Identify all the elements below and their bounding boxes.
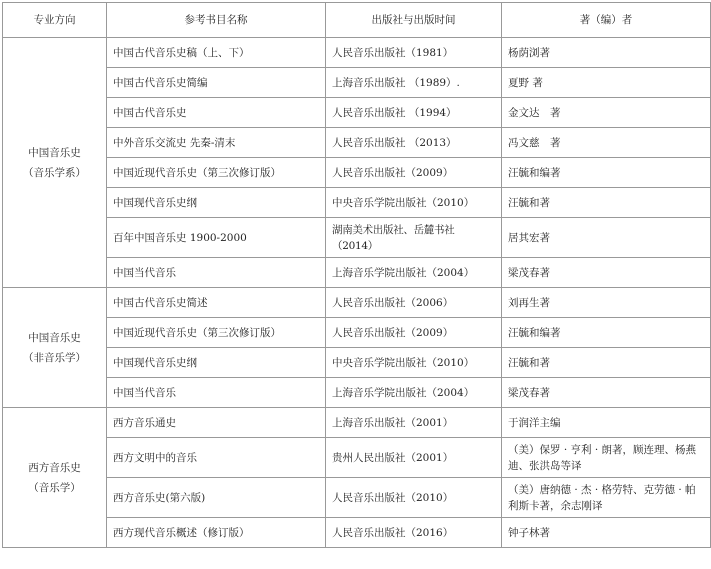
author: 刘再生著 — [502, 288, 711, 318]
author: 梁茂春著 — [502, 258, 711, 288]
publisher: 上海音乐学院出版社（2004） — [326, 258, 502, 288]
direction-cell — [3, 408, 107, 548]
publisher: 人民音乐出版社 （1994） — [326, 98, 502, 128]
book-title: 中国当代音乐 — [107, 258, 326, 288]
header-author: 著（编）者 — [502, 3, 711, 38]
direction-note: （音乐学系） — [23, 166, 86, 179]
book-title: 中国当代音乐 — [107, 378, 326, 408]
publisher: 湖南美术出版社、岳麓书社（2014） — [326, 218, 502, 258]
book-title: 中国近现代音乐史（第三次修订版） — [107, 318, 326, 348]
direction-name: 西方音乐史 — [28, 461, 81, 474]
author: 夏野 著 — [502, 68, 711, 98]
reference-book-table — [2, 2, 711, 548]
publisher: 贵州人民出版社（2001） — [326, 438, 502, 478]
book-title: 西方音乐通史 — [107, 408, 326, 438]
book-title: 中国现代音乐史纲 — [107, 188, 326, 218]
author: 汪毓和编著 — [502, 318, 711, 348]
publisher: 人民音乐出版社（1981） — [326, 38, 502, 68]
publisher: 上海音乐出版社 （1989）. — [326, 68, 502, 98]
table-row — [3, 258, 711, 288]
header-publisher: 出版社与出版时间 — [326, 3, 502, 38]
direction-note: （非音乐学） — [23, 351, 86, 364]
direction-cell — [3, 38, 107, 288]
author: 冯文慈 著 — [502, 128, 711, 158]
direction-name: 中国音乐史 — [28, 331, 81, 344]
author: 金文达 著 — [502, 98, 711, 128]
table-row — [3, 288, 711, 318]
direction-cell — [3, 288, 107, 408]
author: 居其宏著 — [502, 218, 711, 258]
book-title: 西方文明中的音乐 — [107, 438, 326, 478]
table-row — [3, 438, 711, 478]
publisher: 中央音乐学院出版社（2010） — [326, 348, 502, 378]
publisher: 人民音乐出版社（2009） — [326, 158, 502, 188]
header-title: 参考书目名称 — [107, 3, 326, 38]
table-row — [3, 318, 711, 348]
book-title: 西方现代音乐概述（修订版） — [107, 518, 326, 548]
publisher: 人民音乐出版社（2006） — [326, 288, 502, 318]
table-row — [3, 408, 711, 438]
direction-note: （音乐学） — [28, 481, 81, 494]
table-row — [3, 128, 711, 158]
publisher: 人民音乐出版社（2010） — [326, 478, 502, 518]
direction-name: 中国音乐史 — [28, 146, 81, 159]
book-title: 百年中国音乐史 1900-2000 — [107, 218, 326, 258]
author: 钟子林著 — [502, 518, 711, 548]
author: 汪毓和著 — [502, 188, 711, 218]
book-title: 中外音乐交流史 先秦-清末 — [107, 128, 326, 158]
publisher: 上海音乐出版社（2001） — [326, 408, 502, 438]
publisher: 人民音乐出版社 （2013） — [326, 128, 502, 158]
table-row — [3, 378, 711, 408]
table-row — [3, 518, 711, 548]
book-title: 西方音乐史(第六版) — [107, 478, 326, 518]
author: 梁茂春著 — [502, 378, 711, 408]
table-row — [3, 348, 711, 378]
publisher: 中央音乐学院出版社（2010） — [326, 188, 502, 218]
author: 杨荫浏著 — [502, 38, 711, 68]
table-row — [3, 478, 711, 518]
publisher: 上海音乐学院出版社（2004） — [326, 378, 502, 408]
publisher: 人民音乐出版社（2009） — [326, 318, 502, 348]
book-title: 中国古代音乐史稿（上、下） — [107, 38, 326, 68]
table-row — [3, 38, 711, 68]
table-header-row — [3, 3, 711, 38]
author: （美）唐纳德 · 杰 · 格劳特、克劳德 · 帕利斯卡著，余志刚译 — [502, 478, 711, 518]
table-row — [3, 68, 711, 98]
book-title: 中国古代音乐史简编 — [107, 68, 326, 98]
book-title: 中国现代音乐史纲 — [107, 348, 326, 378]
table-row — [3, 218, 711, 258]
author: 于润洋主编 — [502, 408, 711, 438]
header-direction: 专业方向 — [3, 3, 107, 38]
table-row — [3, 188, 711, 218]
publisher: 人民音乐出版社（2016） — [326, 518, 502, 548]
table-row — [3, 158, 711, 188]
author: 汪毓和著 — [502, 348, 711, 378]
book-title: 中国古代音乐史 — [107, 98, 326, 128]
author: （美）保罗 · 亨利 · 朗著，顾连理、杨燕迪、张洪岛等译 — [502, 438, 711, 478]
author: 汪毓和编著 — [502, 158, 711, 188]
book-title: 中国近现代音乐史（第三次修订版） — [107, 158, 326, 188]
table-row — [3, 98, 711, 128]
book-title: 中国古代音乐史简述 — [107, 288, 326, 318]
